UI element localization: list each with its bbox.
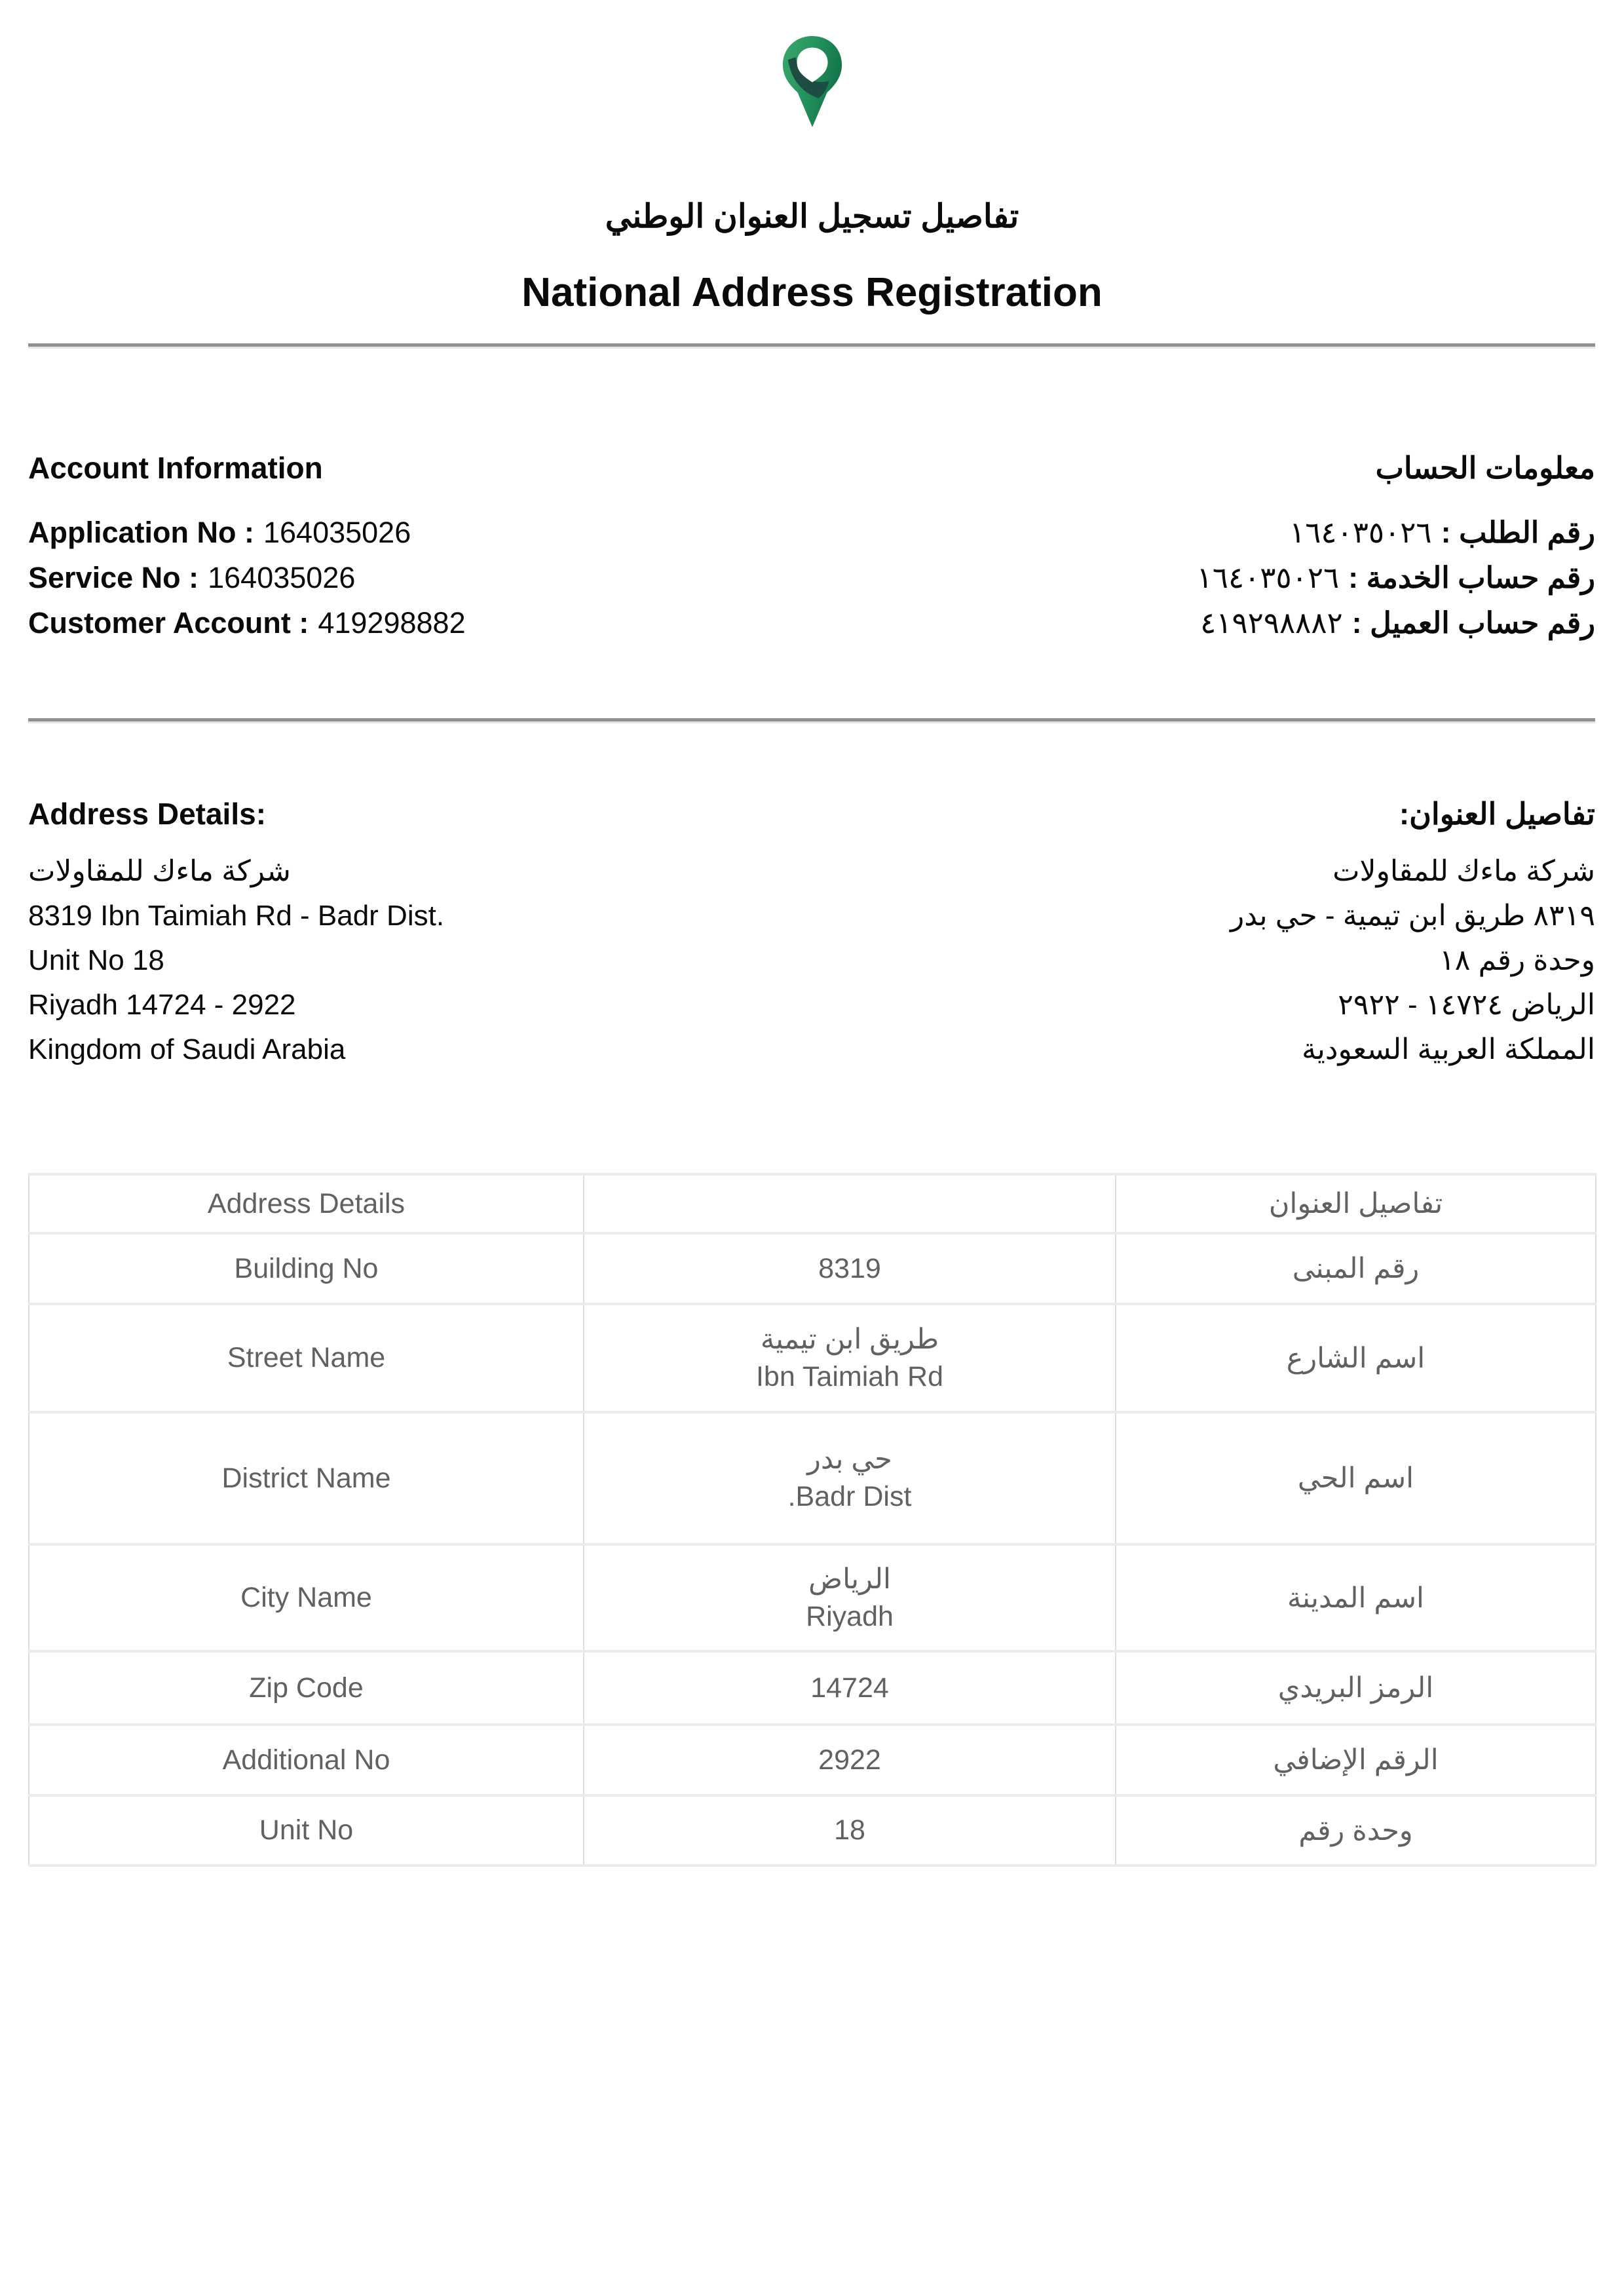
table-row-unit-no [29,1795,1596,1866]
building-no-label-en: Building No [29,1233,584,1304]
district-name-value-ar: حي بدر [807,1444,892,1475]
service-no-line-en [28,555,466,600]
application-no-line-en [28,510,466,555]
unit-no-label-en: Unit No [29,1795,584,1866]
city-name-value [584,1544,1116,1651]
unit-line-ar: وحدة رقم ١٨ [1439,944,1595,976]
address-details-heading-en: Address Details: [28,797,267,831]
address-details-heading-ar: تفاصيل العنوان: [1399,797,1595,831]
street-line-en: 8319 Ibn Taimiah Rd - Badr Dist. [28,900,445,932]
unit-no-value: 18 [584,1795,1116,1866]
table-row-street-name [29,1304,1596,1412]
street-name-label-en: Street Name [29,1304,584,1412]
document-title-english: National Address Registration [521,270,1103,315]
additional-no-label-ar: الرقم الإضافي [1116,1725,1596,1795]
unit-line-en: Unit No 18 [28,944,164,976]
street-line-ar: ٨٣١٩ طريق ابن تيمية - حي بدر [1230,900,1595,932]
district-name-label-en: District Name [29,1412,584,1544]
customer-account-line-ar [1197,600,1595,645]
account-info-heading-ar: معلومات الحساب [1375,451,1595,485]
street-name-label-ar: اسم الشارع [1116,1304,1596,1412]
document-title-arabic: تفاصيل تسجيل العنوان الوطني [605,198,1019,235]
service-no-value: 164035026 [208,561,356,594]
table-row-district-name [29,1412,1596,1544]
unit-no-label-ar: وحدة رقم [1116,1795,1596,1866]
application-no-value-ar: ١٦٤٠٣٥٠٢٦ [1289,516,1432,549]
city-name-value-ar: الرياض [808,1563,891,1595]
section-divider-middle [28,718,1595,721]
table-header-row [29,1174,1596,1233]
street-name-value-ar: طريق ابن تيمية [760,1323,939,1355]
zip-code-label-en: Zip Code [29,1651,584,1725]
table-header-ar: تفاصيل العنوان [1116,1174,1596,1233]
city-line-ar: الرياض ١٤٧٢٤ - ٢٩٢٢ [1338,989,1595,1021]
street-name-value-en: Ibn Taimiah Rd [755,1360,944,1392]
city-line-en: Riyadh 14724 - 2922 [28,989,296,1021]
customer-account-label: Customer Account : [28,606,309,640]
district-name-value-en: .Badr Dist [787,1481,912,1512]
building-no-label-ar: رقم المبنى [1116,1233,1596,1304]
account-info-arabic [1197,451,1595,645]
zip-code-value: 14724 [584,1651,1116,1725]
table-row-building-no [29,1233,1596,1304]
country-line-ar: المملكة العربية السعودية [1302,1033,1595,1065]
customer-account-label-ar: رقم حساب العميل : [1351,606,1595,640]
service-no-value-ar: ١٦٤٠٣٥٠٢٦ [1196,561,1340,594]
customer-account-line-en [28,600,466,645]
application-no-label-ar: رقم الطلب : [1441,516,1595,549]
application-no-line-ar [1197,510,1595,555]
table-row-additional-no [29,1725,1596,1795]
logo [0,34,1624,129]
account-information-section [28,451,1595,645]
account-info-english [28,451,466,645]
city-name-label-ar: اسم المدينة [1116,1544,1596,1651]
address-details-table [28,1173,1596,1867]
district-name-label-ar: اسم الحي [1116,1412,1596,1544]
zip-code-label-ar: الرمز البريدي [1116,1651,1596,1725]
table-header-empty [584,1174,1116,1233]
section-divider-top [28,343,1595,347]
additional-no-value: 2922 [584,1725,1116,1795]
location-pin-icon [774,34,851,129]
account-info-heading-en: Account Information [28,451,323,485]
city-name-value-en: Riyadh [806,1600,894,1632]
city-name-label-en: City Name [29,1544,584,1651]
service-no-line-ar [1197,555,1595,600]
additional-no-label-en: Additional No [29,1725,584,1795]
street-name-value [584,1304,1116,1412]
district-name-value [584,1412,1116,1544]
company-name-line-ar: شركة ماءك للمقاولات [1332,855,1595,887]
service-no-label: Service No : [28,561,199,594]
table-header-en: Address Details [29,1174,584,1233]
service-no-label-ar: رقم حساب الخدمة : [1348,561,1595,594]
building-no-value: 8319 [584,1233,1116,1304]
company-name-line: شركة ماءك للمقاولات [28,855,291,887]
table-row-city-name [29,1544,1596,1651]
address-details-english [28,797,444,1072]
country-line-en: Kingdom of Saudi Arabia [28,1033,346,1065]
application-no-value: 164035026 [263,516,411,549]
customer-account-value: 419298882 [318,606,466,640]
application-no-label: Application No : [28,516,254,549]
address-details-arabic [1230,797,1595,1072]
address-details-section [28,797,1595,1072]
customer-account-value-ar: ٤١٩٢٩٨٨٨٢ [1200,606,1343,640]
table-row-zip-code [29,1651,1596,1725]
